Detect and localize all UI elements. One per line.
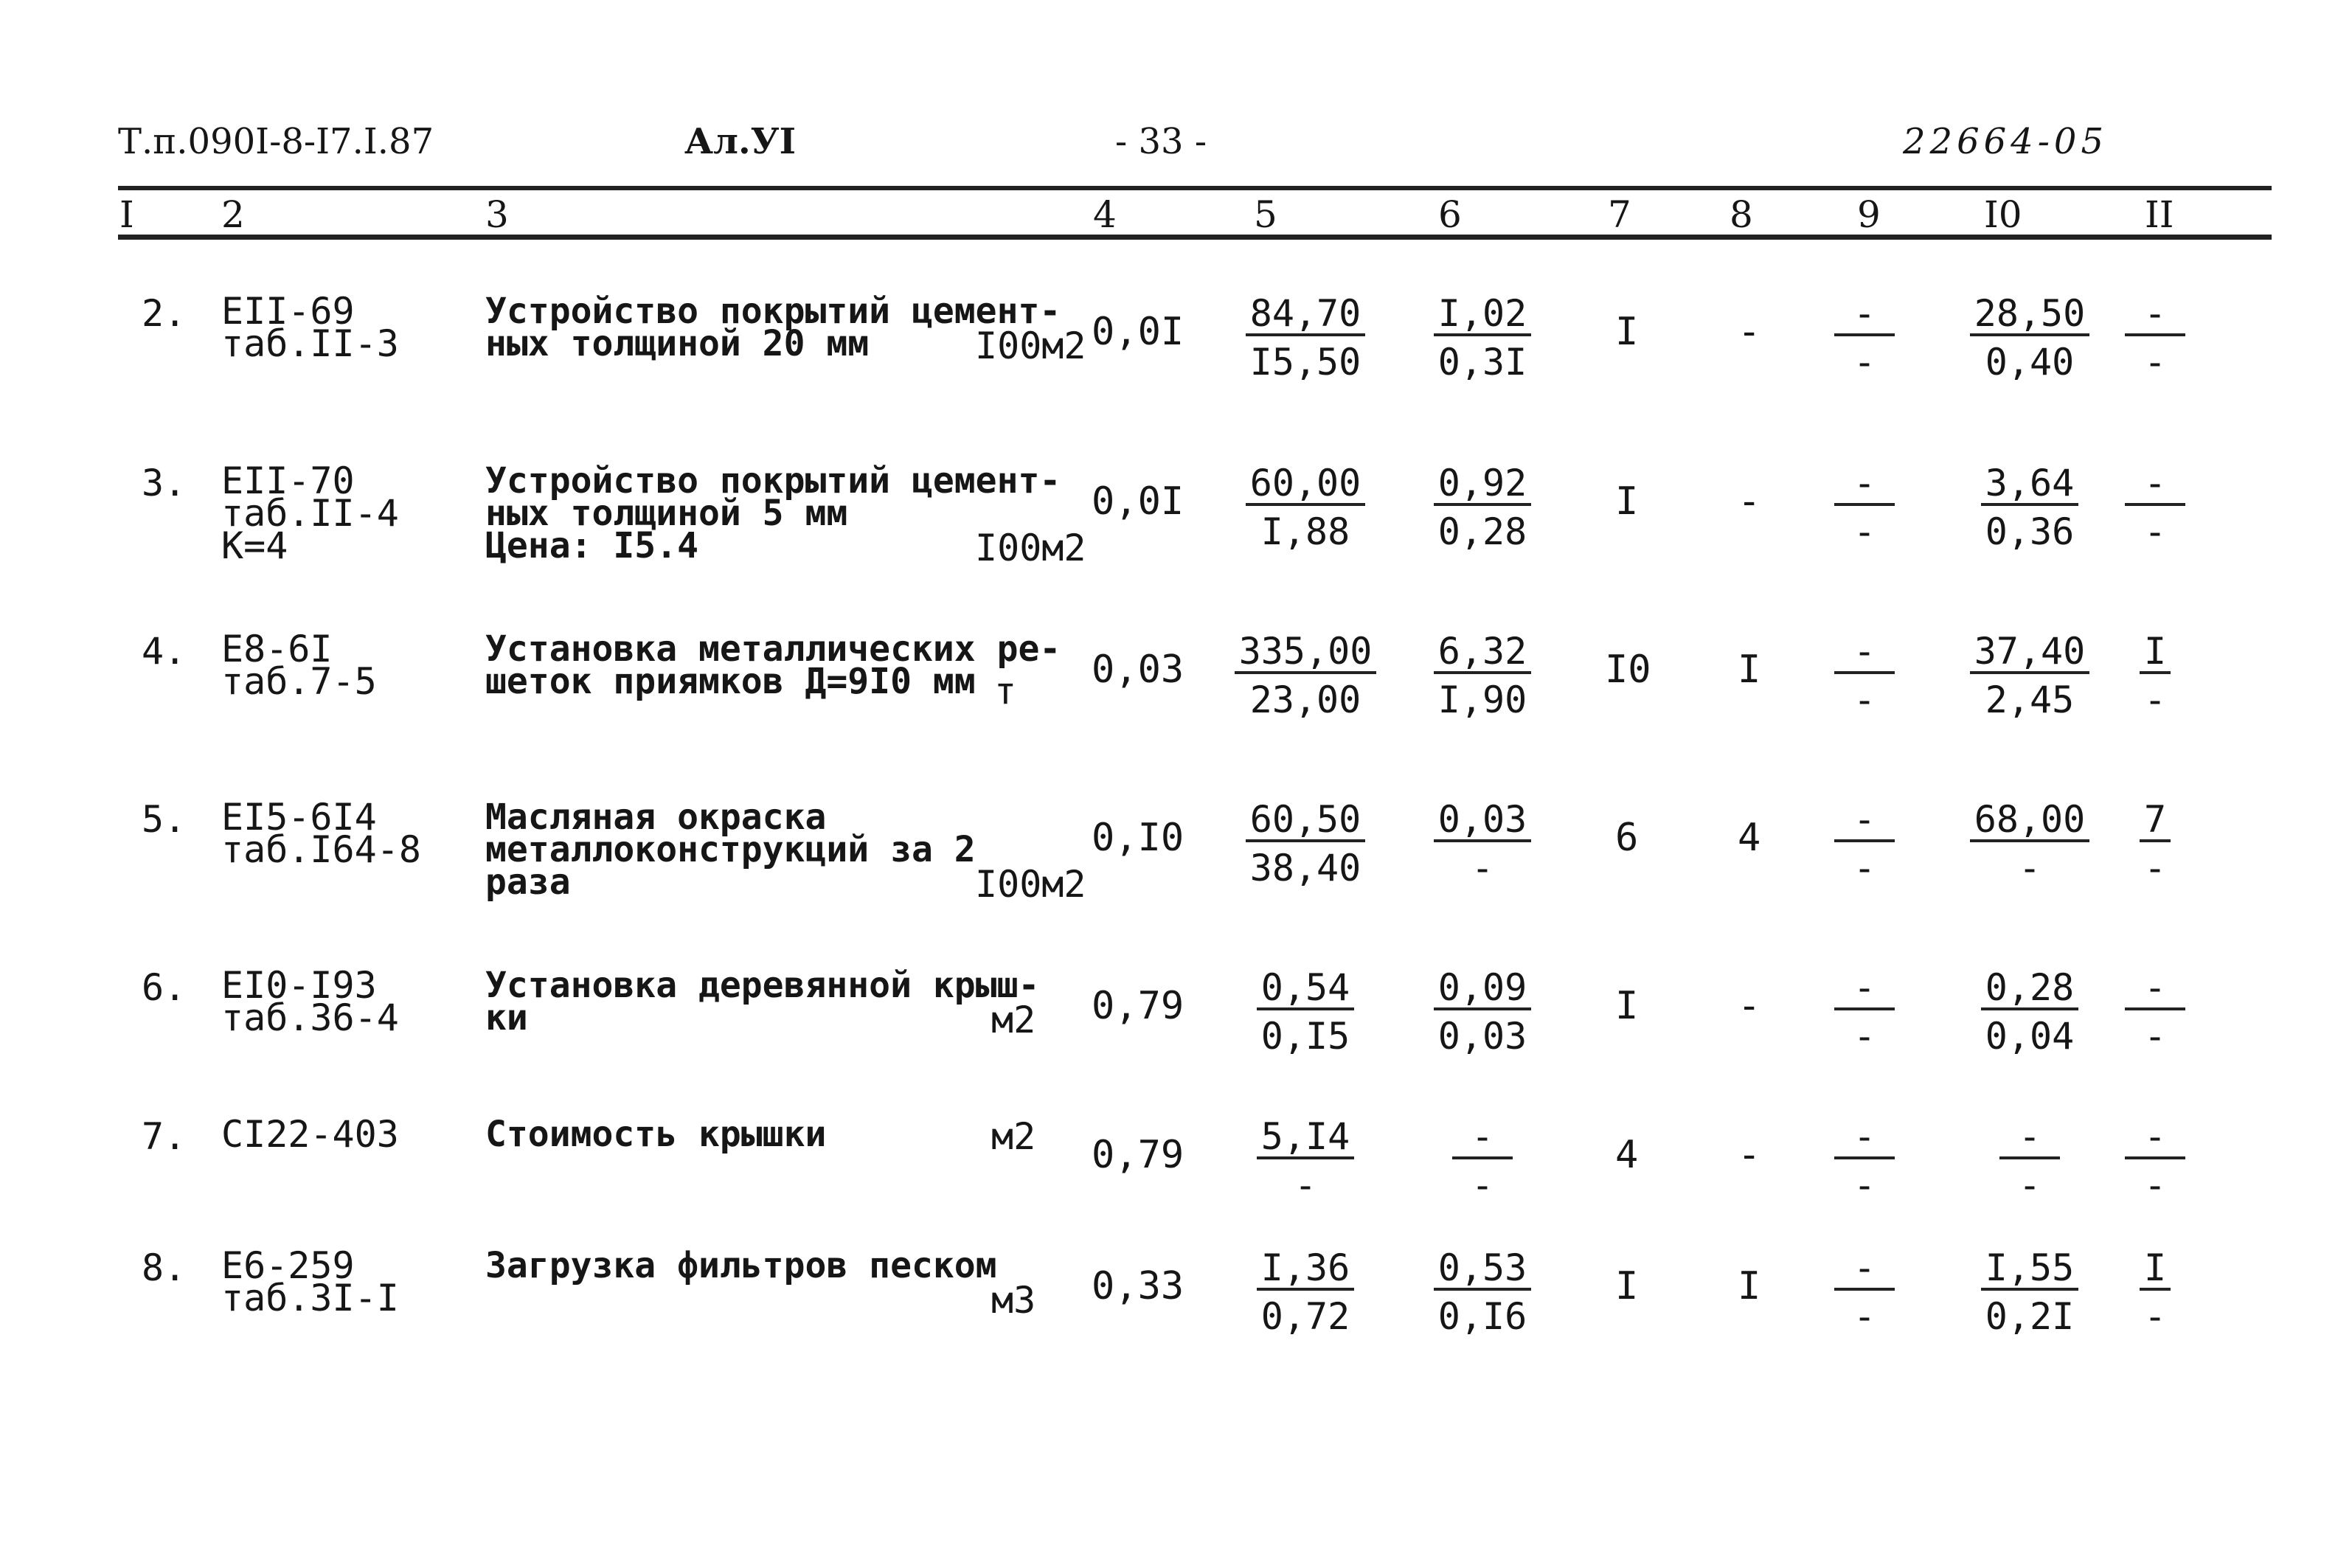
column-9-value	[1776, 292, 1953, 384]
cost-per-unit	[1217, 798, 1394, 889]
column-11-value-denominator: -	[2143, 1164, 2167, 1207]
cost-per-unit	[1217, 1246, 1394, 1338]
cost-per-unit-numerator: 335,00	[1235, 633, 1377, 674]
column-header-11: II	[2145, 193, 2174, 236]
work-description: ных толщиной 20 мм	[485, 323, 870, 364]
work-description: Стоимость крышки	[485, 1114, 827, 1155]
column-8-value: 4	[1738, 816, 1761, 860]
column-8-value: -	[1738, 310, 1761, 354]
cost-per-unit-numerator: I,36	[1257, 1249, 1354, 1291]
total-cost-denominator: 0,36	[1985, 510, 2075, 553]
labor-per-unit-denominator: 0,03	[1437, 1015, 1527, 1058]
total-cost-denominator: 2,45	[1985, 679, 2075, 721]
labor-per-unit	[1394, 966, 1571, 1058]
labor-per-unit-numerator: 0,03	[1434, 801, 1531, 842]
column-8-value: I	[1738, 648, 1761, 692]
column-11-value-numerator: -	[2125, 1118, 2185, 1159]
total-cost-denominator: 0,04	[1985, 1015, 2075, 1058]
labor-per-unit-numerator: 0,09	[1434, 969, 1531, 1010]
column-9-value-denominator: -	[1853, 510, 1876, 553]
cost-per-unit-numerator: 60,50	[1246, 801, 1366, 842]
unit-of-measure: м3	[991, 1279, 1036, 1322]
work-description: Установка деревянной крыш-	[485, 965, 1040, 1006]
labor-per-unit	[1394, 1246, 1571, 1338]
cost-per-unit-numerator: 84,70	[1246, 295, 1366, 336]
quantity: 0,I0	[1092, 816, 1184, 860]
column-7-value: I	[1615, 984, 1639, 1028]
column-9-value-numerator: -	[1834, 969, 1895, 1010]
total-cost-numerator: 37,40	[1970, 633, 2090, 674]
work-description: Устройство покрытий цемент-	[485, 460, 1061, 502]
total-cost-numerator: 3,64	[1981, 465, 2078, 506]
rate-code: таб.I64-8	[221, 828, 421, 871]
labor-per-unit-numerator: I,02	[1434, 295, 1531, 336]
work-description: раза	[485, 861, 571, 903]
cost-per-unit	[1217, 292, 1394, 384]
cost-per-unit-denominator: -	[1294, 1164, 1317, 1207]
total-cost-numerator: 0,28	[1981, 969, 2078, 1010]
column-header-4: 4	[1093, 193, 1117, 236]
labor-per-unit-numerator: 6,32	[1434, 633, 1531, 674]
rate-code: EII-69	[221, 290, 355, 333]
column-11-value-denominator: -	[2143, 679, 2167, 721]
column-header-9: 9	[1857, 193, 1881, 236]
column-9-value-denominator: -	[1853, 847, 1876, 889]
quantity: 0,33	[1092, 1264, 1184, 1308]
row-number: 3.	[142, 462, 187, 504]
column-9-value-numerator: -	[1834, 1249, 1895, 1291]
page-number: - 33 -	[1115, 121, 1207, 162]
column-11-value	[2067, 1246, 2244, 1338]
column-11-value-denominator: -	[2143, 341, 2167, 384]
cost-per-unit-denominator: 38,40	[1249, 847, 1361, 889]
rate-code: EI0-I93	[221, 964, 377, 1007]
column-8-value: -	[1738, 1133, 1761, 1177]
rate-code: К=4	[221, 524, 288, 567]
column-9-value-denominator: -	[1853, 341, 1876, 384]
column-9-value	[1776, 798, 1953, 889]
column-9-value-numerator: -	[1834, 465, 1895, 506]
labor-per-unit-numerator: 0,92	[1434, 465, 1531, 506]
inventory-number: 22664-05	[1903, 121, 2108, 162]
total-cost-numerator: -	[1999, 1118, 2060, 1159]
quantity: 0,79	[1092, 1133, 1184, 1177]
column-7-value: 4	[1615, 1133, 1639, 1177]
total-cost-denominator: -	[2018, 847, 2041, 889]
work-description: Масляная окраска	[485, 797, 827, 838]
cost-per-unit-numerator: 0,54	[1257, 969, 1354, 1010]
column-7-value: I0	[1605, 648, 1651, 692]
row-number: 6.	[142, 966, 187, 1009]
cost-per-unit	[1217, 1115, 1394, 1207]
cost-per-unit	[1217, 462, 1394, 553]
total-cost-denominator: -	[2018, 1164, 2041, 1207]
column-9-value	[1776, 630, 1953, 721]
rate-code: E6-259	[221, 1244, 355, 1287]
labor-per-unit	[1394, 630, 1571, 721]
column-header-2: 2	[221, 193, 245, 236]
row-number: 8.	[142, 1246, 187, 1289]
row-number: 7.	[142, 1115, 187, 1158]
column-11-value	[2067, 292, 2244, 384]
column-header-8: 8	[1730, 193, 1753, 236]
total-cost-denominator: 0,40	[1985, 341, 2075, 384]
labor-per-unit-denominator: I,90	[1437, 679, 1527, 721]
row-number: 4.	[142, 630, 187, 673]
work-description: шеток приямков Д=9I0 мм	[485, 661, 976, 702]
column-8-value: -	[1738, 984, 1761, 1028]
album-label: Ал.УI	[684, 121, 797, 162]
column-7-value: I	[1615, 1264, 1639, 1308]
quantity: 0,0I	[1092, 310, 1184, 354]
column-header-7: 7	[1608, 193, 1631, 236]
quantity: 0,0I	[1092, 479, 1184, 524]
column-9-value	[1776, 1115, 1953, 1207]
column-7-value: I	[1615, 479, 1639, 524]
document-code: Т.п.090I-8-I7.I.87	[118, 121, 434, 162]
column-11-value	[2067, 798, 2244, 889]
cost-per-unit-denominator: 0,72	[1260, 1295, 1350, 1338]
column-11-value-numerator: 7	[2140, 801, 2171, 842]
rate-code: EII-70	[221, 459, 355, 502]
column-header-3: 3	[485, 193, 509, 236]
labor-per-unit	[1394, 292, 1571, 384]
column-9-value-numerator: -	[1834, 633, 1895, 674]
rate-code: EI5-6I4	[221, 796, 377, 839]
labor-per-unit	[1394, 1115, 1571, 1207]
labor-per-unit-numerator: -	[1452, 1118, 1513, 1159]
cost-per-unit-denominator: 0,I5	[1260, 1015, 1350, 1058]
labor-per-unit-denominator: -	[1471, 1164, 1494, 1207]
column-8-value: -	[1738, 479, 1761, 524]
cost-per-unit	[1217, 966, 1394, 1058]
header-top-rule	[118, 186, 2272, 190]
column-9-value	[1776, 966, 1953, 1058]
column-9-value-numerator: -	[1834, 295, 1895, 336]
rate-code: CI22-403	[221, 1113, 399, 1156]
rate-code: таб.II-3	[221, 322, 399, 365]
unit-of-measure: м2	[991, 999, 1036, 1041]
rate-code: таб.36-4	[221, 996, 399, 1039]
column-9-value-denominator: -	[1853, 679, 1876, 721]
rate-code: E8-6I	[221, 628, 333, 670]
rate-code: таб.7-5	[221, 660, 377, 703]
column-11-value	[2067, 462, 2244, 553]
labor-per-unit-denominator: -	[1471, 847, 1494, 889]
column-11-value-numerator: I	[2140, 633, 2171, 674]
unit-of-measure: т	[994, 670, 1017, 712]
labor-per-unit-denominator: 0,I6	[1437, 1295, 1527, 1338]
column-11-value-numerator: I	[2140, 1249, 2171, 1291]
quantity: 0,79	[1092, 984, 1184, 1028]
column-11-value-denominator: -	[2143, 1015, 2167, 1058]
column-11-value-numerator: -	[2125, 969, 2185, 1010]
column-7-value: I	[1615, 310, 1639, 354]
work-description: металлоконструкций за 2	[485, 829, 976, 870]
row-number: 5.	[142, 798, 187, 841]
work-description: Цена: I5.4	[485, 525, 698, 566]
total-cost-numerator: I,55	[1981, 1249, 2078, 1291]
column-9-value-denominator: -	[1853, 1295, 1876, 1338]
work-description: Устройство покрытий цемент-	[485, 291, 1061, 332]
column-9-value	[1776, 1246, 1953, 1338]
header-bottom-rule	[118, 235, 2272, 240]
unit-of-measure: м2	[991, 1115, 1036, 1158]
cost-per-unit-denominator: 23,00	[1249, 679, 1361, 721]
labor-per-unit-denominator: 0,3I	[1437, 341, 1527, 384]
row-number: 2.	[142, 292, 187, 335]
column-11-value-denominator: -	[2143, 847, 2167, 889]
total-cost-numerator: 68,00	[1970, 801, 2090, 842]
work-description: Установка металлических ре-	[485, 628, 1061, 670]
column-11-value	[2067, 966, 2244, 1058]
cost-per-unit-numerator: 60,00	[1246, 465, 1366, 506]
unit-of-measure: I00м2	[975, 325, 1086, 367]
cost-per-unit	[1217, 630, 1394, 721]
column-header-1: I	[119, 193, 134, 236]
cost-per-unit-numerator: 5,I4	[1257, 1118, 1354, 1159]
labor-per-unit	[1394, 798, 1571, 889]
column-9-value-denominator: -	[1853, 1164, 1876, 1207]
column-11-value-numerator: -	[2125, 295, 2185, 336]
column-header-6: 6	[1438, 193, 1462, 236]
total-cost-numerator: 28,50	[1970, 295, 2090, 336]
cost-per-unit-denominator: I5,50	[1249, 341, 1361, 384]
column-9-value-denominator: -	[1853, 1015, 1876, 1058]
labor-per-unit-denominator: 0,28	[1437, 510, 1527, 553]
cost-per-unit-denominator: I,88	[1260, 510, 1350, 553]
column-9-value	[1776, 462, 1953, 553]
total-cost-denominator: 0,2I	[1985, 1295, 2075, 1338]
labor-per-unit	[1394, 462, 1571, 553]
quantity: 0,03	[1092, 648, 1184, 692]
work-description: ных толщиной 5 мм	[485, 493, 848, 534]
unit-of-measure: I00м2	[975, 863, 1086, 906]
column-11-value-numerator: -	[2125, 465, 2185, 506]
column-11-value	[2067, 1115, 2244, 1207]
column-11-value-denominator: -	[2143, 510, 2167, 553]
unit-of-measure: I00м2	[975, 527, 1086, 569]
column-7-value: 6	[1615, 816, 1639, 860]
column-11-value-denominator: -	[2143, 1295, 2167, 1338]
rate-code: таб.3I-I	[221, 1277, 399, 1319]
column-header-5: 5	[1254, 193, 1277, 236]
column-11-value	[2067, 630, 2244, 721]
work-description: Загрузка фильтров песком	[485, 1245, 997, 1286]
work-description: ки	[485, 997, 528, 1038]
column-header-10: I0	[1984, 193, 2022, 236]
rate-code: таб.II-4	[221, 492, 399, 535]
column-9-value-numerator: -	[1834, 801, 1895, 842]
column-9-value-numerator: -	[1834, 1118, 1895, 1159]
column-8-value: I	[1738, 1264, 1761, 1308]
labor-per-unit-numerator: 0,53	[1434, 1249, 1531, 1291]
